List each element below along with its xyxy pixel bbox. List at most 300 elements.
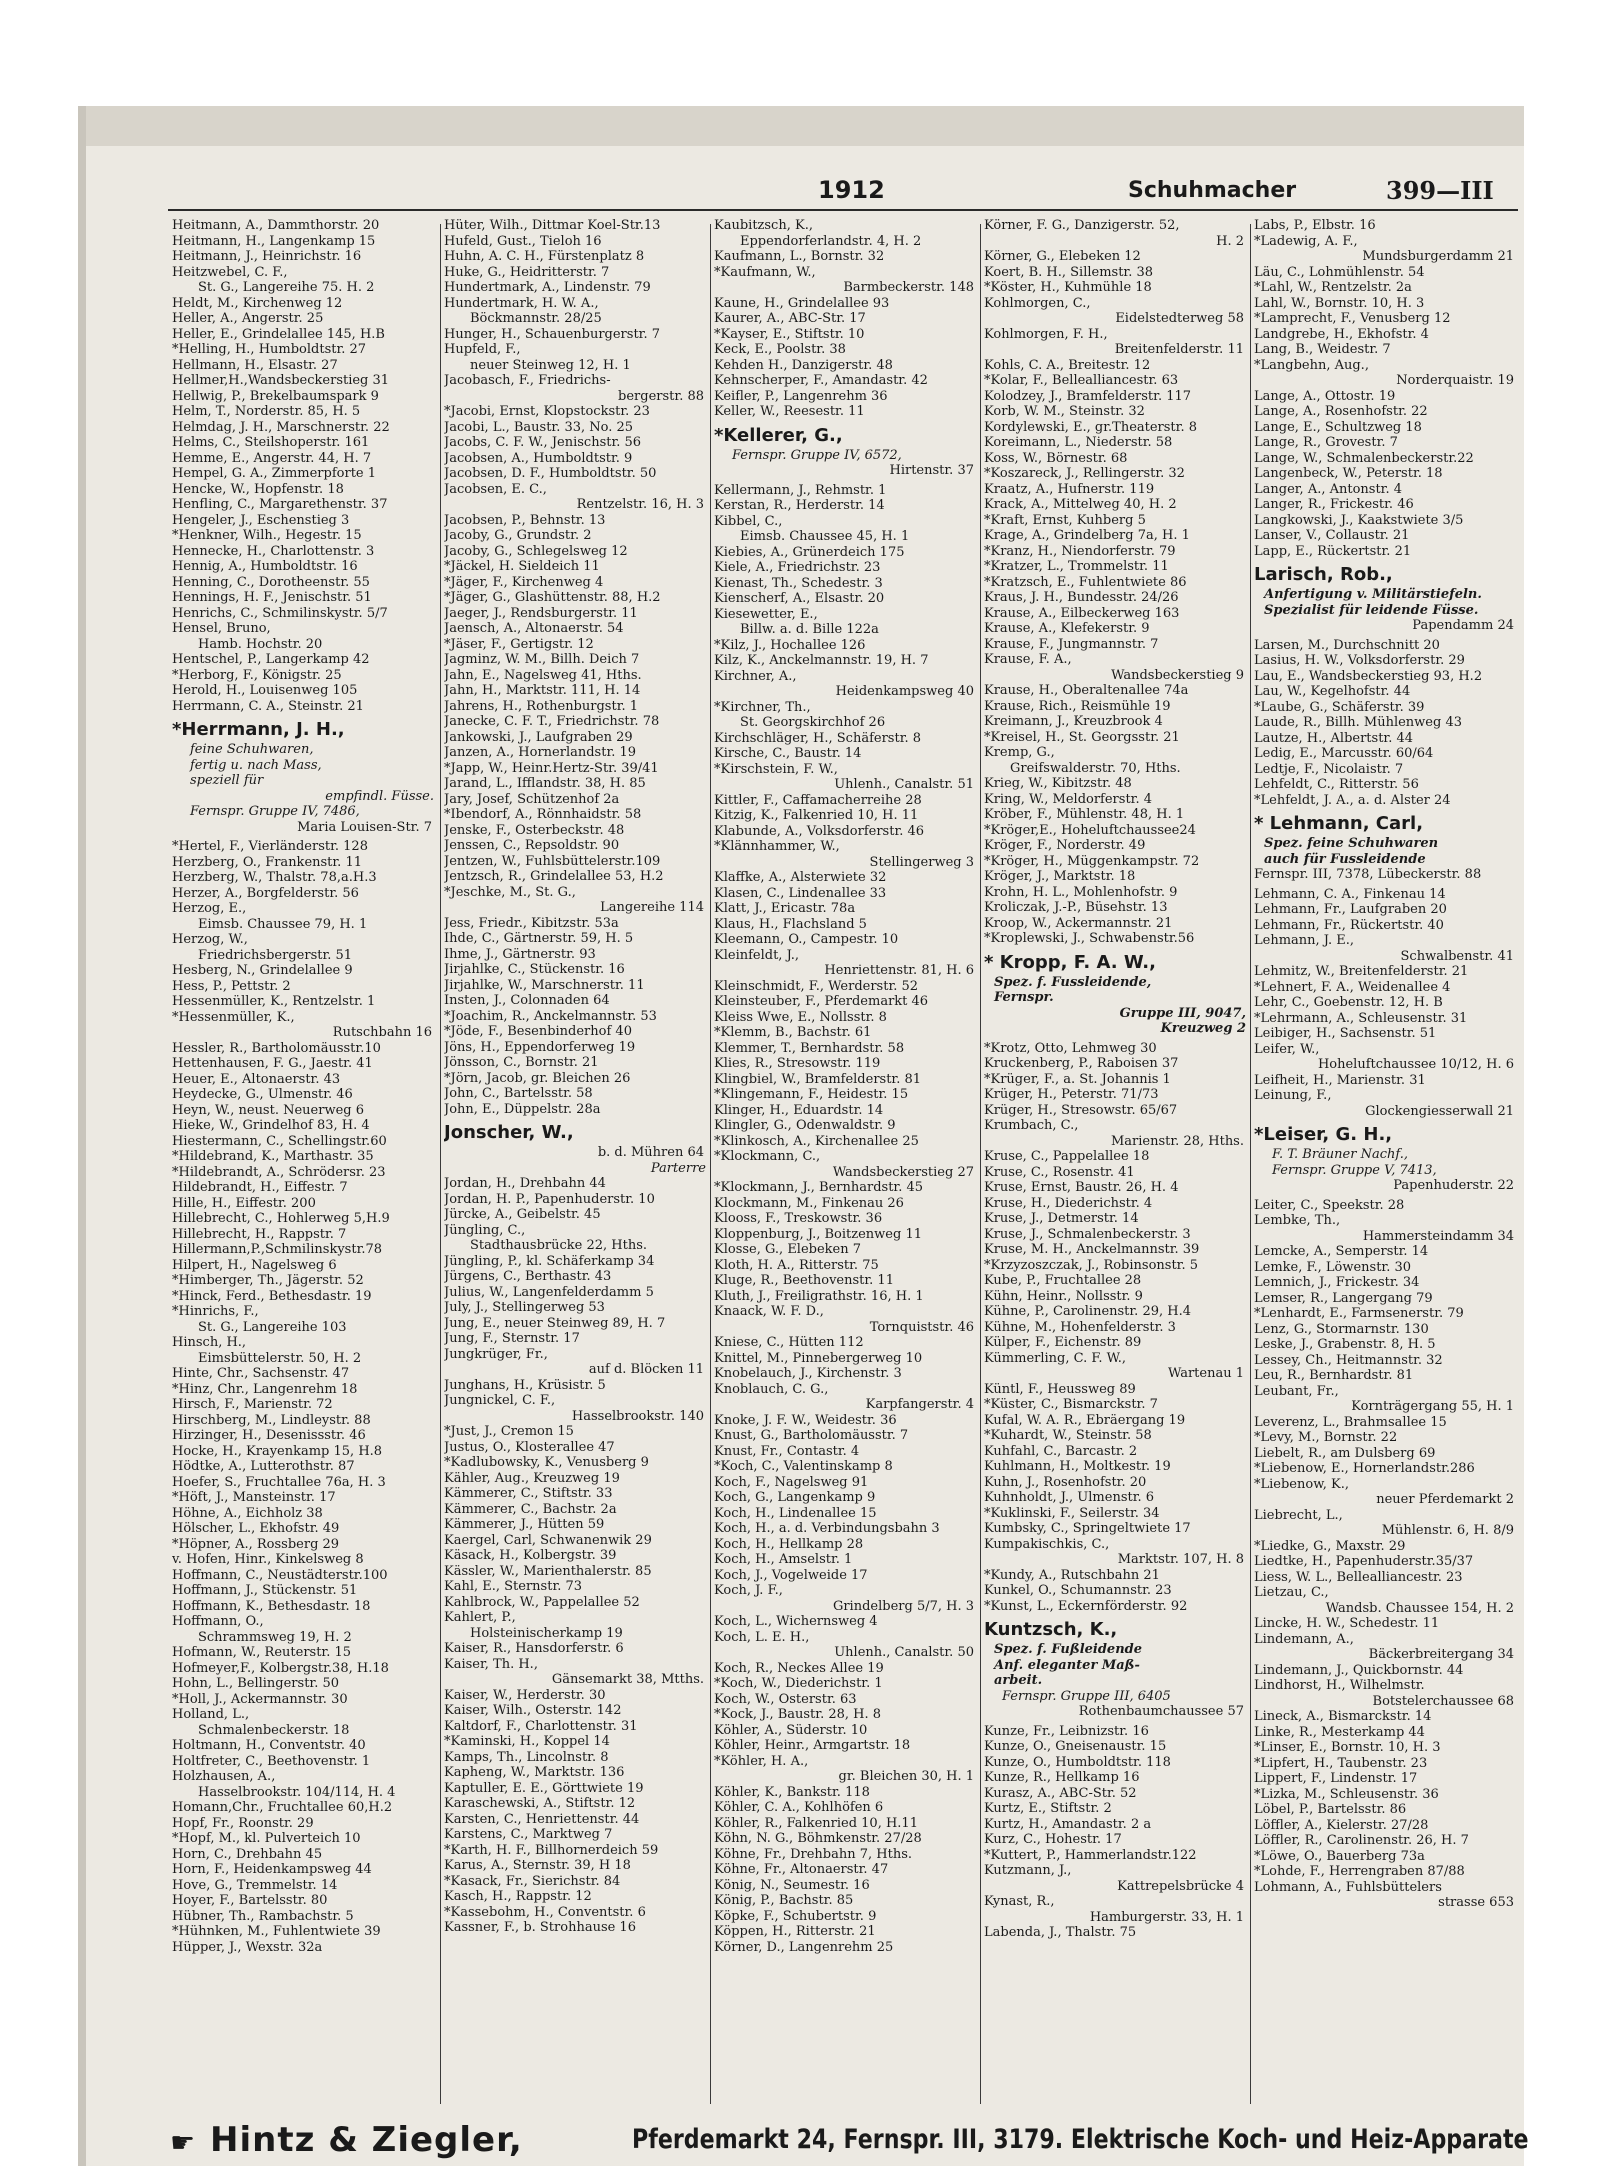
directory-entry: Jahn, E., Nagelsweg 41, Hths. — [444, 667, 642, 683]
directory-entry: Kirchschläger, H., Schäferstr. 8 — [714, 730, 922, 746]
directory-entry: Jacobsen, A., Humboldtstr. 9 — [444, 450, 633, 466]
directory-entry: Kunze, R., Hellkamp 16 — [984, 1770, 1140, 1785]
directory-entry: Kiele, A., Friedrichstr. 23 — [714, 560, 881, 575]
entry-continuation: Eppendorferlandstr. 4, H. 2 — [740, 233, 922, 249]
entry-continuation: Rothenbaumchaussee 57 — [1078, 1704, 1244, 1719]
directory-entry: Knoke, J. F. W., Weidestr. 36 — [714, 1412, 897, 1428]
directory-entry: Holtfreter, C., Beethovenstr. 1 — [172, 1753, 371, 1769]
directory-entry: Klingbiel, W., Bramfelderstr. 81 — [714, 1071, 922, 1087]
directory-entry: Kaufmann, L., Bornstr. 32 — [714, 249, 885, 264]
directory-entry: *Koch, W., Diederichstr. 1 — [714, 1676, 883, 1691]
directory-entry: Kuhnholdt, J., Ulmenstr. 6 — [984, 1490, 1155, 1505]
directory-entry: Klingler, G., Odenwaldstr. 9 — [714, 1118, 896, 1133]
directory-entry: Krause, A., Eilbeckerweg 163 — [984, 605, 1180, 621]
directory-entry: Hilpert, H., Nagelsweg 6 — [172, 1257, 337, 1273]
advertisement-line: Spez. feine Schuhwaren — [1264, 836, 1439, 851]
directory-entry: *Lehrmann, A., Schleusenstr. 31 — [1254, 1010, 1468, 1026]
entry-continuation: gr. Bleichen 30, H. 1 — [838, 1769, 974, 1784]
directory-entry: Kibbel, C., — [714, 513, 783, 529]
footer-address-text: Pferdemarkt 24, Fernspr. III, 3179. Elektrische Koch- und Heiz-Apparate — [632, 2124, 1529, 2155]
advertisement-line: speziell für — [190, 773, 264, 788]
directory-entry: Küntl, F., Heussweg 89 — [984, 1381, 1136, 1397]
directory-entry: Jöns, H., Eppendorferweg 19 — [444, 1039, 636, 1055]
directory-entry: Jagminz, W. M., Billh. Deich 7 — [444, 652, 640, 667]
directory-entry: Labenda, J., Thalstr. 75 — [984, 1925, 1137, 1940]
advertisement-line: empfindl. Füsse. — [325, 788, 434, 804]
directory-entry: Jung, F., Sternstr. 17 — [444, 1331, 580, 1346]
directory-entry: Kaiser, W., Herderstr. 30 — [444, 1687, 606, 1703]
directory-entry: Herzberg, O., Frankenstr. 11 — [172, 854, 362, 870]
entry-continuation: Hammersteindamm 34 — [1362, 1228, 1514, 1244]
directory-entry: John, C., Bartelsstr. 58 — [444, 1086, 593, 1101]
directory-entry: Kohlmorgen, C., — [984, 295, 1091, 311]
directory-entry: Hess, P., Pettstr. 2 — [172, 978, 291, 994]
directory-entry: Lautze, H., Albertstr. 44 — [1254, 730, 1414, 746]
directory-entry: Knust, G., Bartholomäusstr. 7 — [714, 1428, 909, 1443]
advertisement-line: F. T. Bräuner Nachf., — [1272, 1147, 1408, 1162]
directory-entry: Hufeld, Gust., Tieloh 16 — [444, 233, 602, 249]
directory-entry: Kitzig, K., Falkenried 10, H. 11 — [714, 808, 919, 823]
directory-entry: Kruse, J., Detmerstr. 14 — [984, 1211, 1139, 1226]
directory-entry: Hennecke, H., Charlottenstr. 3 — [172, 543, 375, 559]
directory-entry: Lehfeldt, C., Ritterstr. 56 — [1254, 777, 1419, 792]
directory-entry: Henfling, C., Margarethenstr. 37 — [172, 497, 388, 512]
directory-entry: Heldt, M., Kirchenweg 12 — [172, 295, 343, 311]
directory-entry: Kässler, W., Marienthalerstr. 85 — [444, 1563, 652, 1579]
directory-entry: Ledig, E., Marcusstr. 60/64 — [1254, 746, 1434, 761]
directory-entry: Leifheit, H., Marienstr. 31 — [1254, 1072, 1426, 1088]
entry-continuation: Uhlenh., Canalstr. 51 — [834, 777, 974, 792]
directory-entry: Kaubitzsch, K., — [714, 218, 813, 233]
directory-column-3 — [714, 218, 976, 2118]
directory-entry: Langenbeck, W., Peterstr. 18 — [1254, 466, 1443, 481]
directory-entry: Löffler, R., Carolinenstr. 26, H. 7 — [1254, 1833, 1469, 1848]
directory-entry: Koch, H., Amselstr. 1 — [714, 1552, 853, 1567]
directory-entry: *Lenhardt, E., Farmsenerstr. 79 — [1254, 1306, 1464, 1321]
pointing-hand-icon: ☛ — [170, 2126, 196, 2159]
entry-continuation: Eimsb. Chaussee 79, H. 1 — [198, 916, 368, 932]
directory-entry: Löbel, P., Bartelsstr. 86 — [1254, 1802, 1407, 1817]
directory-entry: Jacoby, G., Schlegelsweg 12 — [444, 543, 628, 559]
directory-entry: Hupfeld, F., — [444, 342, 521, 357]
advertisement-name: *Kellerer, G., — [714, 424, 843, 446]
directory-entry: Koch, G., Langenkamp 9 — [714, 1490, 876, 1505]
entry-continuation: Eimsb. Chaussee 45, H. 1 — [740, 529, 910, 544]
entry-continuation: Böckmannstr. 28/25 — [470, 311, 602, 326]
directory-entry: Laude, R., Billh. Mühlenweg 43 — [1254, 715, 1462, 730]
directory-entry: July, J., Stellingerweg 53 — [444, 1300, 605, 1315]
directory-entry: Lohmann, A., Fuhlsbüttelers — [1254, 1879, 1442, 1895]
directory-entry: *Küster, C., Bismarckstr. 7 — [984, 1397, 1158, 1412]
directory-entry: Kümmerling, C. F. W., — [984, 1350, 1126, 1366]
directory-entry: Jungnickel, C. F., — [444, 1393, 556, 1408]
directory-entry: Külper, F., Eichenstr. 89 — [984, 1335, 1142, 1350]
directory-entry: Kraatz, A., Hufnerstr. 119 — [984, 481, 1155, 497]
advertisement-line: Fernspr. Gruppe IV, 6572, — [732, 447, 902, 463]
directory-entry: Hocke, H., Krayenkamp 15, H.8 — [172, 1443, 383, 1459]
directory-entry: Kunze, O., Gneisenaustr. 15 — [984, 1739, 1167, 1754]
page-left-shadow — [78, 106, 86, 2166]
directory-entry: Kirchner, A., — [714, 668, 797, 684]
directory-entry: Krause, A., Klefekerstr. 9 — [984, 621, 1150, 636]
column-divider — [1250, 224, 1251, 2104]
directory-entry: *Hertel, F., Vierländerstr. 128 — [172, 839, 368, 854]
directory-entry: Helms, C., Steilshoperstr. 161 — [172, 435, 370, 450]
directory-entry: Kurz, C., Hohestr. 17 — [984, 1832, 1122, 1847]
entry-continuation: Billw. a. d. Bille 122a — [740, 622, 879, 637]
directory-entry: *Kirchner, Th., — [714, 699, 811, 715]
directory-entry: Hoffmann, C., Neustädterstr.100 — [172, 1567, 388, 1583]
directory-entry: Hille, H., Eiffestr. 200 — [172, 1195, 316, 1211]
directory-entry: Hennings, H. F., Jenischstr. 51 — [172, 590, 372, 605]
directory-entry: Hoffmann, J., Stückenstr. 51 — [172, 1583, 358, 1598]
directory-entry: *Joachim, R., Anckelmannstr. 53 — [444, 1008, 657, 1024]
directory-entry: *Kranz, H., Niendorferstr. 79 — [984, 543, 1176, 559]
entry-continuation: Stellingerweg 3 — [869, 854, 974, 870]
directory-entry: König, P., Bachstr. 85 — [714, 1893, 854, 1908]
advertisement-line: feine Schuhwaren, — [190, 742, 314, 757]
directory-entry: Kumpakischkis, C., — [984, 1536, 1110, 1552]
directory-entry: Kämmerer, C., Stiftstr. 33 — [444, 1486, 613, 1501]
directory-entry: *Kuklinski, F., Seilerstr. 34 — [984, 1505, 1160, 1521]
directory-entry: Jentzsch, R., Grindelallee 53, H.2 — [444, 869, 664, 884]
directory-entry: Kaiser, R., Hansdorferstr. 6 — [444, 1641, 624, 1656]
directory-entry: *Höft, J., Mansteinstr. 17 — [172, 1490, 336, 1505]
directory-entry: Jüngling, C., — [444, 1222, 526, 1238]
directory-entry: Krüger, H., Peterstr. 71/73 — [984, 1087, 1159, 1102]
entry-continuation: Barmbeckerstr. 148 — [843, 280, 974, 295]
directory-entry: Lange, A., Rosenhofstr. 22 — [1254, 404, 1428, 419]
directory-entry: *Ladewig, A. F., — [1254, 233, 1358, 249]
column-divider — [440, 224, 441, 2104]
directory-entry: Hödtke, A., Lutterothstr. 87 — [172, 1459, 355, 1474]
directory-entry: Krack, A., Mittelweg 40, H. 2 — [984, 497, 1177, 512]
directory-entry: Justus, O., Klosterallee 47 — [444, 1439, 615, 1455]
directory-entry: *Levy, M., Bornstr. 22 — [1254, 1430, 1398, 1445]
entry-continuation: Marktstr. 107, H. 8 — [1117, 1552, 1244, 1567]
advertisement-name: *Leiser, G. H., — [1254, 1124, 1393, 1145]
directory-entry: Jönsson, C., Bornstr. 21 — [444, 1055, 599, 1070]
advertisement-line: Fernspr. Gruppe III, 6405 — [1002, 1688, 1171, 1704]
directory-entry: *Liedke, G., Maxstr. 29 — [1254, 1538, 1406, 1554]
advertisement-line: Fernspr. Gruppe IV, 7486, — [190, 804, 360, 819]
advertisement-line: Gruppe III, 9047, — [1119, 1005, 1246, 1021]
directory-entry: Hempel, G. A., Zimmerpforte 1 — [172, 466, 377, 481]
directory-entry: Lembke, Th., — [1254, 1213, 1341, 1228]
entry-continuation: Mundsburgerdamm 21 — [1362, 249, 1514, 264]
directory-entry: *Koszareck, J., Rellingerstr. 32 — [984, 466, 1185, 481]
directory-entry: Jungkrüger, Fr., — [444, 1346, 548, 1362]
directory-entry: *Kirschstein, F. W., — [714, 761, 838, 777]
advertisement-line: Fernspr. — [994, 990, 1054, 1005]
directory-entry: *Klinkosch, A., Kirchenallee 25 — [714, 1133, 919, 1149]
directory-entry: Kiesewetter, E., — [714, 606, 818, 622]
scanned-page — [78, 106, 1529, 2166]
directory-entry: *Kraft, Ernst, Kuhberg 5 — [984, 512, 1146, 528]
directory-entry: Lemcke, A., Semperstr. 14 — [1254, 1244, 1429, 1259]
directory-entry: Langkowski, J., Kaakstwiete 3/5 — [1254, 512, 1464, 528]
directory-entry: Kehnscherper, F., Amandastr. 42 — [714, 373, 928, 388]
entry-continuation: Eidelstedterweg 58 — [1115, 311, 1244, 326]
directory-entry: *Klingemann, F., Heidestr. 15 — [714, 1087, 909, 1102]
entry-continuation: Bäckerbreitergang 34 — [1368, 1647, 1514, 1662]
entry-continuation: Wandsbeckerstieg 9 — [1111, 667, 1244, 683]
directory-entry: Lessey, Ch., Heitmannstr. 32 — [1254, 1352, 1443, 1368]
directory-entry: Liedtke, H., Papenhuderstr.35/37 — [1254, 1554, 1474, 1569]
entry-continuation: Wandsbeckerstieg 27 — [832, 1164, 974, 1180]
entry-continuation: Hamburgerstr. 33, H. 1 — [1089, 1909, 1244, 1925]
directory-entry: Linke, R., Mesterkamp 44 — [1254, 1724, 1425, 1740]
entry-continuation: Uhlenh., Canalstr. 50 — [834, 1645, 974, 1660]
entry-continuation: Schmalenbeckerstr. 18 — [198, 1722, 350, 1738]
directory-entry: Kuhfahl, C., Barcastr. 2 — [984, 1443, 1138, 1459]
directory-entry: Körner, F. G., Danzigerstr. 52, — [984, 218, 1180, 233]
directory-entry: *Jeschke, M., St. G., — [444, 884, 576, 900]
directory-entry: Kube, P., Fruchtallee 28 — [984, 1273, 1142, 1288]
directory-entry: Lange, W., Schmalenbeckerstr.22 — [1254, 450, 1474, 466]
directory-entry: Kellermann, J., Rehmstr. 1 — [714, 482, 887, 498]
directory-column-4 — [984, 218, 1246, 2118]
directory-entry: Leverenz, L., Brahmsallee 15 — [1254, 1414, 1447, 1430]
directory-entry: Jacoby, G., Grundstr. 2 — [444, 528, 592, 543]
directory-entry: Lindemann, A., — [1254, 1631, 1354, 1647]
directory-entry: Krause, F., Jungmannstr. 7 — [984, 636, 1159, 652]
directory-entry: *Köster, H., Kuhmühle 18 — [984, 280, 1152, 295]
directory-entry: Hüter, Wilh., Dittmar Koel-Str.13 — [444, 218, 661, 233]
directory-entry: Leifer, W., — [1254, 1041, 1320, 1057]
directory-entry: Lapp, E., Rückertstr. 21 — [1254, 543, 1412, 559]
directory-entry: Hunger, H., Schauenburgerstr. 7 — [444, 326, 660, 342]
directory-entry: *Hinck, Ferd., Bethesdastr. 19 — [172, 1288, 372, 1304]
advertisement-line: Parterre — [650, 1160, 706, 1176]
advertisement-name: Kuntzsch, K., — [984, 1619, 1118, 1640]
directory-entry: Langer, A., Antonstr. 4 — [1254, 481, 1403, 497]
entry-continuation: Rutschbahn 16 — [332, 1025, 432, 1040]
directory-entry: Koert, B. H., Sillemstr. 38 — [984, 264, 1154, 280]
directory-entry: Hentschel, P., Langerkamp 42 — [172, 652, 370, 667]
directory-entry: *Kasack, Fr., Sierichstr. 84 — [444, 1873, 621, 1889]
directory-entry: *Jäser, F., Gertigstr. 12 — [444, 636, 594, 652]
advertisement-line: Kreuzweg 2 — [1160, 1021, 1246, 1036]
directory-entry: Lehmann, J. E., — [1254, 933, 1355, 948]
directory-entry: Kienast, Th., Schedestr. 3 — [714, 575, 883, 591]
directory-entry: Ihde, C., Gärtnerstr. 59, H. 5 — [444, 931, 634, 946]
directory-entry: Köhler, R., Falkenried 10, H.11 — [714, 1815, 918, 1831]
directory-entry: Krause, H., Oberaltenallee 74a — [984, 683, 1189, 698]
directory-entry: Kaiser, Wilh., Osterstr. 142 — [444, 1703, 622, 1718]
directory-entry: Knittel, M., Pinnebergerweg 10 — [714, 1350, 923, 1366]
directory-entry: Koreimann, L., Niederstr. 58 — [984, 435, 1173, 450]
directory-entry: *Kassebohm, H., Conventstr. 6 — [444, 1904, 646, 1920]
directory-entry: Jahn, H., Marktstr. 111, H. 14 — [444, 683, 641, 698]
header-page-number: 399—III — [1386, 176, 1494, 205]
directory-entry: Karsten, C., Henriettenstr. 44 — [444, 1811, 640, 1827]
directory-entry: *Kilz, J., Hochallee 126 — [714, 637, 866, 653]
directory-entry: Köppen, H., Ritterstr. 21 — [714, 1924, 876, 1939]
directory-entry: Huke, G., Heidritterstr. 7 — [444, 264, 610, 280]
directory-entry: Jirjahlke, W., Marschnerstr. 11 — [444, 977, 645, 993]
directory-entry: Leske, J., Grabenstr. 8, H. 5 — [1254, 1337, 1436, 1352]
directory-entry: Jaensch, A., Altonaerstr. 54 — [444, 621, 624, 636]
directory-entry: *Helling, H., Humboldtstr. 27 — [172, 342, 367, 357]
directory-entry: Hettenhausen, F. G., Jaestr. 41 — [172, 1056, 373, 1071]
entry-continuation: Wandsb. Chaussee 154, H. 2 — [1325, 1600, 1514, 1616]
directory-entry: Hencke, W., Hopfenstr. 18 — [172, 481, 344, 497]
directory-entry: *Kock, J., Baustr. 28, H. 8 — [714, 1707, 882, 1722]
directory-entry: *Lizka, M., Schleusenstr. 36 — [1254, 1786, 1439, 1802]
directory-entry: Köhler, Heinr., Armgartstr. 18 — [714, 1738, 911, 1753]
directory-entry: Lehmann, C. A., Finkenau 14 — [1254, 886, 1446, 902]
directory-entry: v. Hofen, Hinr., Kinkelsweg 8 — [172, 1552, 364, 1567]
directory-entry: Hölscher, L., Ekhofstr. 49 — [172, 1521, 340, 1536]
directory-entry: Kordylewski, E., gr.Theaterstr. 8 — [984, 419, 1197, 435]
directory-entry: *Jäckel, H. Sieldeich 11 — [444, 559, 600, 574]
advertisement-line: auch für Fussleidende — [1264, 851, 1426, 867]
directory-entry: Keifler, P., Langenrehm 36 — [714, 388, 888, 404]
directory-entry: Helm, T., Norderstr. 85, H. 5 — [172, 404, 361, 419]
directory-entry: Köhne, Fr., Altonaerstr. 47 — [714, 1862, 889, 1877]
directory-entry: Hessler, R., Bartholomäusstr.10 — [172, 1040, 381, 1056]
directory-entry: *Krotz, Otto, Lehmweg 30 — [984, 1040, 1157, 1056]
directory-entry: Herrmann, C. A., Steinstr. 21 — [172, 698, 364, 714]
directory-entry: Kleiss Wwe, E., Nollsstr. 8 — [714, 1009, 887, 1025]
directory-entry: Kaune, H., Grindelallee 93 — [714, 295, 890, 311]
directory-entry: *Linser, E., Bornstr. 10, H. 3 — [1254, 1740, 1441, 1755]
entry-continuation: bergerstr. 88 — [618, 388, 704, 404]
directory-entry: Junghans, H., Krüsistr. 5 — [444, 1377, 606, 1393]
entry-continuation: Tornquiststr. 46 — [869, 1319, 974, 1335]
entry-continuation: Marienstr. 28, Hths. — [1111, 1133, 1244, 1149]
directory-entry: Jacobsen, E. C., — [444, 481, 547, 497]
directory-entry: Jüngling, P., kl. Schäferkamp 34 — [444, 1253, 655, 1269]
directory-entry: Klabunde, A., Volksdorferstr. 46 — [714, 823, 925, 839]
directory-entry: Lange, R., Grovestr. 7 — [1254, 435, 1398, 450]
directory-entry: *Lohde, F., Herrengraben 87/88 — [1254, 1864, 1465, 1879]
directory-entry: Kilz, K., Anckelmannstr. 19, H. 7 — [714, 653, 929, 668]
advertisement-line: Anfertigung v. Militärstiefeln. — [1264, 587, 1482, 602]
directory-entry: Kaiser, Th. H., — [444, 1656, 538, 1672]
directory-entry: *Krüger, F., a. St. Johannis 1 — [984, 1071, 1171, 1087]
entry-continuation: Hamb. Hochstr. 20 — [198, 636, 323, 652]
directory-entry: *Höpner, A., Rossberg 29 — [172, 1536, 340, 1552]
directory-entry: Herzog, E., — [172, 901, 247, 916]
directory-entry: *Hildebrandt, A., Schrödersr. 23 — [172, 1164, 386, 1180]
directory-entry: König, N., Seumestr. 16 — [714, 1877, 870, 1893]
directory-entry: *Liebenow, E., Hornerlandstr.286 — [1254, 1461, 1475, 1476]
entry-continuation: b. d. Mühren 64 — [597, 1145, 704, 1160]
directory-entry: *Jörn, Jacob, gr. Bleichen 26 — [444, 1070, 631, 1086]
advertisement-line: arbeit. — [994, 1673, 1043, 1688]
directory-entry: Hinte, Chr., Sachsenstr. 47 — [172, 1366, 350, 1381]
entry-continuation: Hirtenstr. 37 — [889, 463, 974, 478]
directory-entry: Kunze, O., Humboldtstr. 118 — [984, 1754, 1171, 1770]
directory-entry: Hengeler, J., Eschenstieg 3 — [172, 512, 350, 528]
directory-entry: Langer, R., Frickestr. 46 — [1254, 497, 1414, 512]
directory-entry: Liebelt, R., am Dulsberg 69 — [1254, 1445, 1436, 1461]
directory-entry: *Kaminski, H., Koppel 14 — [444, 1734, 610, 1749]
advertisement-name: * Kropp, F. A. W., — [984, 951, 1156, 973]
directory-entry: *Himberger, Th., Jägerstr. 52 — [172, 1273, 364, 1288]
directory-entry: *Ibendorf, A., Rönnhaidstr. 58 — [444, 807, 642, 822]
directory-entry: Huhn, A. C. H., Fürstenplatz 8 — [444, 249, 645, 264]
directory-entry: Hellmann, H., Elsastr. 27 — [172, 357, 338, 373]
directory-entry: *Langbehn, Aug., — [1254, 357, 1369, 373]
directory-entry: *Klemm, B., Bachstr. 61 — [714, 1025, 872, 1040]
entry-continuation: Rentzelstr. 16, H. 3 — [576, 497, 704, 512]
directory-entry: Jenssen, C., Repsoldstr. 90 — [444, 838, 620, 853]
directory-entry: Koch, H., Hellkamp 28 — [714, 1536, 864, 1552]
directory-entry: Jankowski, J., Laufgraben 29 — [444, 729, 633, 745]
directory-entry: Kruse, Ernst, Baustr. 26, H. 4 — [984, 1180, 1179, 1195]
directory-entry: Kuhlmann, H., Moltkestr. 19 — [984, 1459, 1171, 1474]
directory-entry: Knaack, W. F. D., — [714, 1304, 824, 1319]
header-year: 1912 — [818, 176, 885, 204]
directory-entry: Kluge, R., Beethovenstr. 11 — [714, 1273, 894, 1288]
directory-column-5 — [1254, 218, 1516, 2118]
header-rule — [168, 209, 1518, 211]
entry-continuation: H. 2 — [1216, 233, 1244, 249]
directory-entry: Krause, Rich., Reismühle 19 — [984, 698, 1171, 714]
directory-entry: Jacobsen, D. F., Humboldtstr. 50 — [444, 466, 657, 481]
directory-entry: Jacobsen, P., Behnstr. 13 — [444, 512, 606, 528]
directory-entry: Heyn, W., neust. Neuerweg 6 — [172, 1102, 364, 1118]
directory-entry: Holzhausen, A., — [172, 1769, 276, 1784]
directory-entry: *Klockmann, J., Bernhardstr. 45 — [714, 1180, 924, 1195]
directory-entry: *Hühnken, M., Fuhlentwiete 39 — [172, 1924, 381, 1939]
directory-entry: Keck, E., Poolstr. 38 — [714, 342, 846, 357]
directory-entry: Lemke, F., Löwenstr. 30 — [1254, 1259, 1412, 1275]
directory-entry: Hiestermann, C., Schellingstr.60 — [172, 1133, 387, 1149]
directory-entry: *Kaufmann, W., — [714, 264, 816, 280]
directory-entry: Hundertmark, H. W. A., — [444, 295, 599, 311]
directory-entry: Kaltdorf, F., Charlottenstr. 31 — [444, 1718, 638, 1734]
directory-entry: Kutzmann, J., — [984, 1863, 1072, 1878]
directory-entry: Kahlert, P., — [444, 1610, 516, 1625]
directory-entry: Kühn, Heinr., Nollsstr. 9 — [984, 1288, 1143, 1304]
entry-continuation: Holsteinischerkamp 19 — [470, 1625, 623, 1641]
directory-entry: Hillebrecht, C., Hohlerweg 5,H.9 — [172, 1211, 390, 1226]
directory-entry: Hohn, L., Bellingerstr. 50 — [172, 1676, 340, 1691]
advertisement-name: Jonscher, W., — [444, 1122, 574, 1143]
directory-entry: Jirjahlke, C., Stückenstr. 16 — [444, 962, 625, 977]
entry-continuation: Henriettenstr. 81, H. 6 — [824, 963, 974, 978]
directory-entry: Kroliczak, J.-P., Büsehstr. 13 — [984, 900, 1168, 915]
directory-entry: Hirsch, F., Marienstr. 72 — [172, 1397, 333, 1412]
directory-entry: Kleemann, O., Campestr. 10 — [714, 932, 899, 947]
entry-continuation: Papenhuderstr. 22 — [1393, 1178, 1514, 1193]
directory-entry: Koch, R., Neckes Allee 19 — [714, 1660, 884, 1676]
advertisement-line: fertig u. nach Mass, — [190, 757, 322, 773]
directory-entry: Hoffmann, K., Bethesdastr. 18 — [172, 1598, 371, 1614]
directory-entry: *Lahl, W., Rentzelstr. 2a — [1254, 280, 1412, 295]
directory-entry: Kleinschmidt, F., Werderstr. 52 — [714, 978, 919, 994]
entry-continuation: Greifswalderstr. 70, Hths. — [1010, 760, 1181, 776]
directory-entry: Jacobs, C. F. W., Jenischstr. 56 — [444, 435, 642, 450]
directory-entry: Hemme, E., Angerstr. 44, H. 7 — [172, 450, 372, 466]
directory-entry: Klaus, H., Flachsland 5 — [714, 916, 867, 932]
directory-entry: *Jacobi, Ernst, Klopstockstr. 23 — [444, 404, 650, 419]
directory-entry: Hoyer, F., Bartelsstr. 80 — [172, 1893, 328, 1908]
directory-entry: Fernspr. III, 7378, Lübeckerstr. 88 — [1254, 867, 1482, 882]
directory-entry: Hopf, Fr., Roonstr. 29 — [172, 1815, 314, 1831]
entry-continuation: Botstelerchaussee 68 — [1372, 1693, 1514, 1709]
directory-entry: Ihme, J., Gärtnerstr. 93 — [444, 946, 596, 962]
directory-entry: Krage, A., Grindelberg 7a, H. 1 — [984, 528, 1190, 543]
directory-entry: Jürgens, C., Berthastr. 43 — [444, 1269, 612, 1284]
directory-entry: Jürcke, A., Geibelstr. 45 — [444, 1207, 601, 1222]
directory-entry: Karus, A., Sternstr. 39, H 18 — [444, 1858, 631, 1873]
advertisement-name: * Lehmann, Carl, — [1254, 813, 1424, 834]
